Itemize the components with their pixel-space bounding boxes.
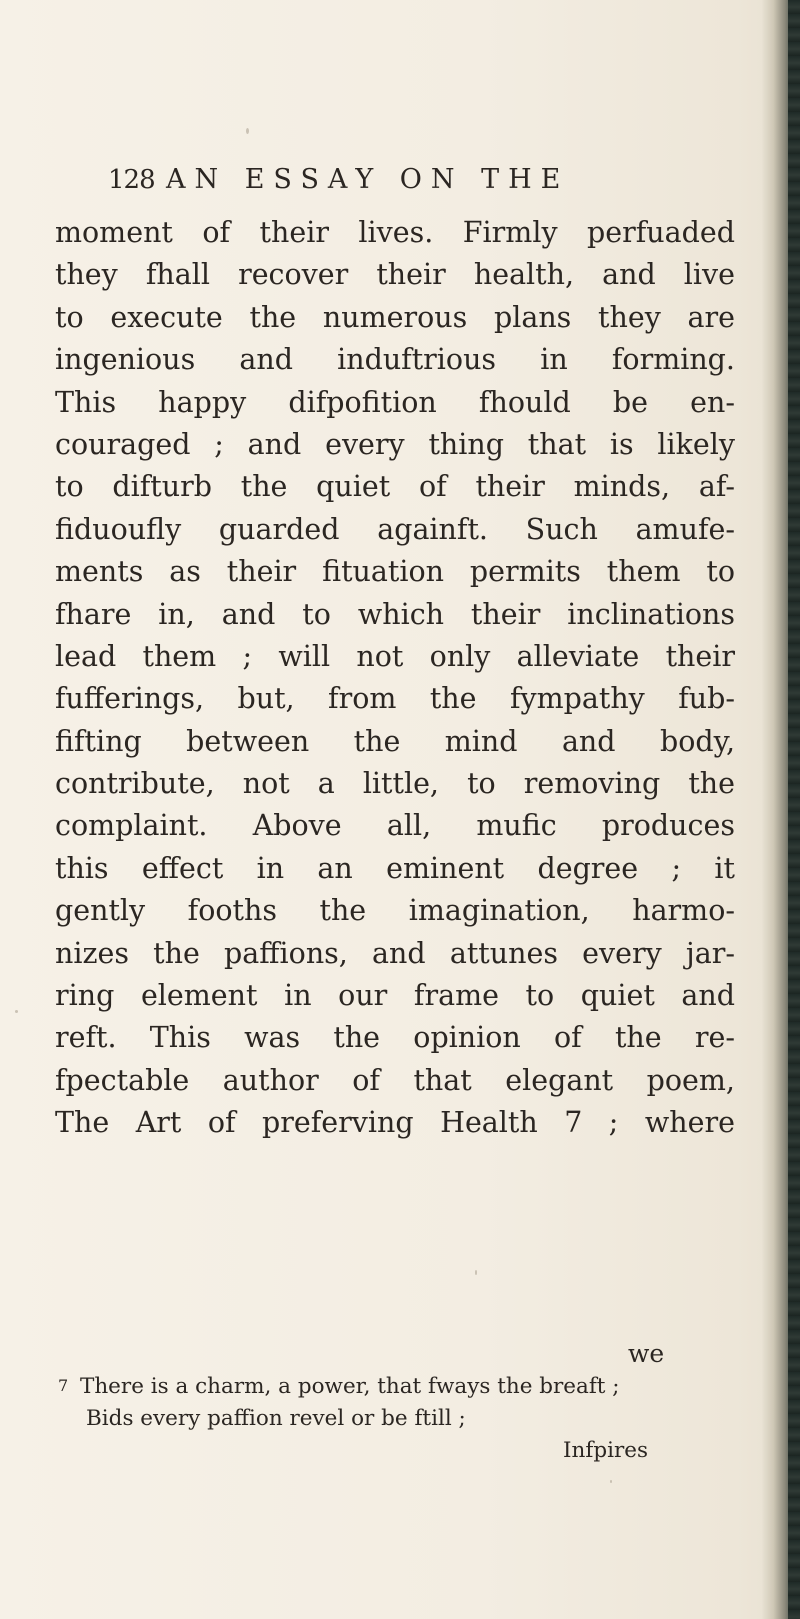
catchword: we: [628, 1339, 665, 1368]
text-line: fifting between the mind and body,: [55, 724, 735, 758]
text-line: they fhall recover their health, and live: [55, 258, 735, 292]
text-line: moment of their lives. Firmly perfuaded: [55, 216, 735, 249]
footnote: [58, 1370, 678, 1467]
paper-speck: [475, 1270, 477, 1275]
body-text: [55, 212, 735, 1145]
book-binding-strip: [788, 0, 800, 1619]
text-line: contribute, not a little, to removing the: [55, 767, 735, 801]
text-line: ingenious and induftrious in forming.: [55, 343, 735, 377]
footnote-line: Infpires: [563, 1438, 648, 1463]
text-line: fpectable author of that elegant poem,: [55, 1063, 735, 1097]
page-header: [108, 160, 688, 200]
page-number: 128: [108, 165, 155, 195]
footnote-line: Bids every paffion revel or be ftill ;: [86, 1406, 466, 1431]
text-line: fufferings, but, from the fympathy fub-: [55, 682, 735, 716]
text-line: gently fooths the imagination, harmo-: [55, 894, 735, 928]
text-line: complaint. Above all, mufic produces: [55, 809, 735, 843]
running-head: AN ESSAY ON THE: [166, 164, 570, 195]
paper-speck: [246, 128, 249, 134]
footnote-mark: 7: [58, 1376, 69, 1395]
text-line: ring element in our frame to quiet and: [55, 979, 735, 1013]
text-line: couraged ; and every thing that is likely: [55, 427, 735, 461]
text-line: This happy difpofition fhould be en-: [55, 385, 735, 419]
text-line: fhare in, and to which their inclinations: [55, 597, 735, 631]
text-line: to execute the numerous plans they are: [55, 300, 735, 334]
text-line: The Art of preferving Health 7 ; where: [55, 1106, 735, 1140]
text-line: nizes the paffions, and attunes every jar-: [55, 936, 735, 970]
text-line: fiduoufly guarded againft. Such amufe-: [55, 512, 735, 546]
text-line: this effect in an eminent degree ; it: [55, 851, 735, 885]
text-line: to difturb the quiet of their minds, af-: [55, 470, 735, 504]
footnote-line: [58, 1370, 678, 1403]
footnote-text: There is a charm, a power, that fways the breaft ;: [80, 1374, 620, 1399]
text-line: reft. This was the opinion of the re-: [55, 1021, 735, 1055]
text-line: ments as their fituation permits them to: [55, 555, 735, 589]
text-line: lead them ; will not only alleviate their: [55, 639, 735, 673]
paper-speck: [610, 1480, 612, 1483]
paper-speck: [15, 1010, 18, 1013]
